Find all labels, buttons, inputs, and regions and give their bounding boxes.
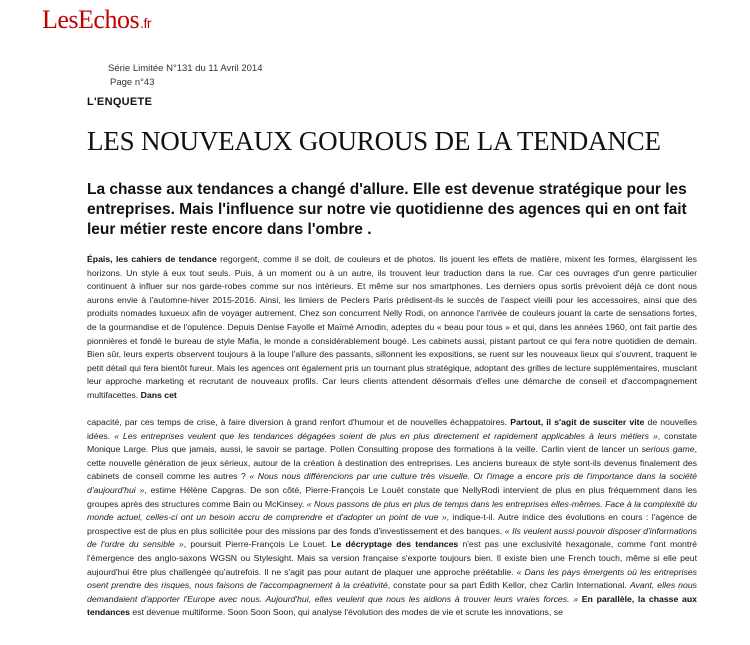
body-text: capacité, par ces temps de crise, à faire diversion à grand renfort d'humour et de nouvelles échappatoires. (87, 417, 511, 427)
body-quote: « Ils veulent aussi pouvoir disposer d'informations de l'ordre du sensible » (87, 525, 697, 550)
article-body (87, 253, 697, 403)
body-quote: « Nous nous différencions par une culture très visuelle. Or l'image a encore pris de l'importance dans la société d'aujourd'hui » (87, 471, 698, 495)
body-text: , estime Hélène Capgras. De son côté, Pierre-François Le Louët constate que NellyRodi intervient de plus en plus fréquemment dans les groupes après des structures comme Bain ou McKinsey. (87, 484, 698, 509)
body-bold: En parallèle, la chasse aux tendances (87, 593, 698, 618)
body-paragraph-1 (87, 253, 697, 403)
section-label: L'ENQUETE (87, 96, 153, 108)
body-bold: Épais, les cahiers de tendance (87, 254, 217, 264)
body-text: regorgent, comme il se doit, de couleurs et de photos. Ils jouent les effets de matière, mixent les formes, élargissent les horizons. Un style à eux tout seuls. Puis, à un moment ou à un autre, ils trouvent leur traduction dans la rue. Car ces ouvrages d'un genre particulier continuent à influer sur nos garde-robes comme sur nos intérieurs. Et même sur nos smartphones. Les derniers opus sortis prévoient déjà ce dont nous aurons envie à l'automne-hiver 2015-2016. Ainsi, les limiers de Peclers Paris prédisent-ils le succès de l'aspect vieilli pour les accessoires, ainsi que des produits nomades luxueux afin de voyager autrement. Chez son concurrent Nelly Rodi, on annonce l'arrivée de couleurs jouant la carte de sensations fortes, de la gourmandise et de l'opulence. Depuis Denise Fayolle et Maïmé Arnodin, adeptes du « beau pour tous » et qui, dans les années 1960, ont fait partie des pionnières et fondé le bureau de style Mafia, le monde a considérablement bougé. Les cabinets aussi, pistant partout ce qui fera notre quotidien de demain. Bien sûr, leurs experts observent toujours à la loupe l'allure des passants, sillonnent les expositions, se ruent sur les nouveaux lieux qui s'ouvrent, traquent le petit détail qui fera bientôt fureur. Mais les agences ont également pris un tournant plus stratégique, adoptant des grilles de lecture supplémentaires, musclant leur approche marketing et recrutant de nouveaux profils. Car leurs clients attendent désormais d'elles une démarche de conseil et d'accompagnement multifacettes. (87, 254, 697, 400)
body-text: n'est pas une exclusivité hexagonale, comme l'ont montré l'émergence des anglo-saxons WGSN ou Stylesight. Mais sa version française s'exporte toujours bien. Il existe bien une French touch, même si elle peut aujourd'hui être plus challengée qu'autrefois. Il ne s'agit pas pour autant de plaquer une approche préétablie. (87, 539, 698, 577)
body-quote: « Dans les pays émergents où les entreprises osent prendre des risques, nous faisons de l'accompagnement à la créativité (87, 566, 697, 591)
body-quote: « Nous passons de plus en plus de temps dans les entreprises elles-mêmes. Face à la complexité du monde actuel, celles-ci ont un besoin accru de comprendre et d'adopter un point de vue » (87, 498, 697, 523)
body-quote: « Les entreprises veulent que les tendances dégagées soient de plus en plus directement et rapidement applicables à leurs métiers » (114, 430, 658, 441)
body-bold: Partout, il s'agit de susciter vite (510, 417, 645, 427)
article-title: LES NOUVEAUX GOUROUS DE LA TENDANCE (87, 126, 661, 156)
publication-meta (108, 62, 263, 90)
body-text: , poursuit Pierre-François Le Louet. (183, 539, 332, 550)
article-body-continued (87, 416, 697, 620)
body-quote: Avant, elles nous demandaient d'apporter l'Europe avec nous. Aujourd'hui, elles veulent que nous les aidions à trouver leurs vraies forces. » (87, 580, 698, 604)
body-text: , constate Monique Large. Plus que jamais, aussi, le savoir se partage. Pollen Consulting propose des formations à la veille. Carlin vient de lancer un s (87, 430, 697, 455)
issue-line: Série Limitée N°131 du 11 Avril 2014 (108, 63, 263, 74)
body-bold: Le décryptage des tendances (331, 539, 459, 550)
lesechos-logo[interactable] (42, 6, 151, 37)
body-text: , cette nouvelle génération de jeux sérieux, autour de la création à destination des entreprises. Les anciens bureaux de style sont-ils devenus finalement des cabinets de conseil comme les autres ? (87, 444, 697, 482)
body-text: de nouvelles idées. (87, 417, 697, 441)
body-bold: Dans cet (140, 389, 177, 400)
logo-tld: .fr (140, 15, 152, 31)
body-italic: erious game (645, 444, 695, 455)
logo-name: LesEchos (42, 5, 140, 34)
body-text: , constate pour sa part Édith Kellor, chez Carlin International. (387, 580, 630, 591)
page-number: Page n°43 (110, 77, 155, 88)
body-text: est devenue multiforme. Soon Soon Soon, qui analyse l'évolution des modes de vie et scrute les innovations, se (129, 607, 563, 618)
article-lead: La chasse aux tendances a changé d'allure. Elle est devenue stratégique pour les entreprises. Mais l'influence sur notre vie quotidienne des agences qui en ont fait leur métier reste encore dans l'ombre . (87, 181, 687, 238)
body-text: , indique-t-il. Autre indice des évolutions en cours : l'agence de prospective est de plus en plus sollicitée pour des missions par des fonds d'investissement et des banques. (87, 512, 697, 536)
